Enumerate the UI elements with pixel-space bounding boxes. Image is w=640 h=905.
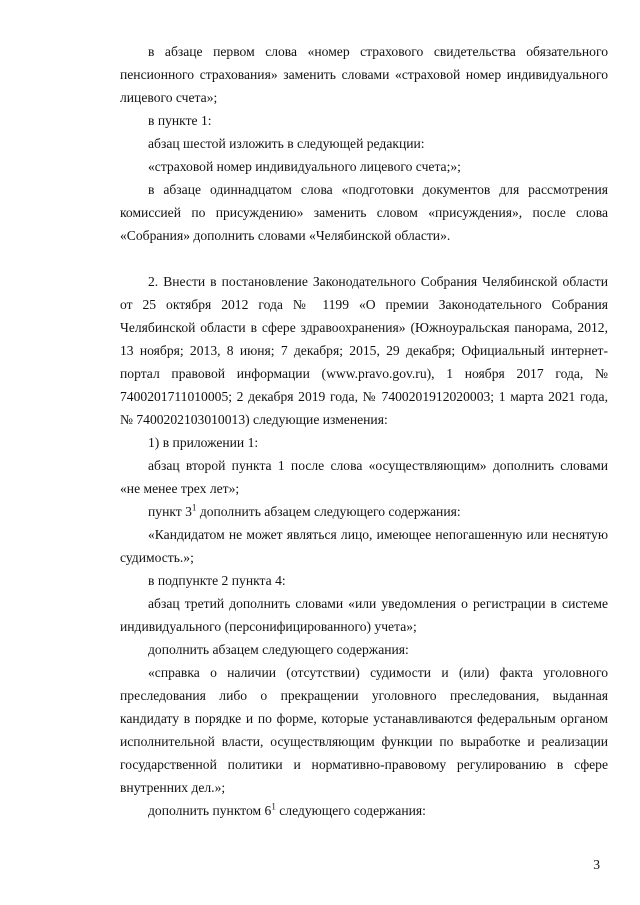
page-number: 3 [593,857,600,872]
paragraph-15-post: следующего содержания: [275,803,426,818]
paragraph-5: в абзаце одиннадцатом слова «подготовки документов для рассмотрения комиссией по присуждению» заменить словом «присуждения», после слова «Собрания» дополнить словами «Челябинской области». [120,182,608,243]
paragraph-7: 1) в приложении 1: [148,435,259,450]
paragraph-15-superscript: 1 [271,801,276,812]
paragraph-6: 2. Внести в постановление Законодательного Собрания Челябинской области от 25 октября 2012 года № 1199 «О премии Законодательного Собрания Челябинской области в сфере здравоохранения» (Южноуральская панорама, 2012, 13 ноября; 2013, 8 июня; 7 декабря; 2015, 29 декабря; Официальный интернет-портал правовой информации (www.pravo.gov.ru), 1 ноября 2017 года, № 7400201711010005; 2 декабря 2019 года, № 7400201912020003; 1 марта 2021 года, № 7400202103010013) следующие изменения: [120,274,608,427]
paragraph-13: дополнить абзацем следующего содержания: [148,642,409,657]
paragraph-3: абзац шестой изложить в следующей редакции: [148,136,425,151]
paragraph-12: абзац третий дополнить словами «или уведомления о регистрации в системе индивидуального (персонифицированного) учета»; [120,596,608,634]
document-body [120,40,608,822]
paragraph-14: «справка о наличии (отсутствии) судимости и (или) факта уголовного преследования либо о прекращении уголовного преследования, выданная кандидату в порядке и по форме, которые устанавливаются федеральным органом исполнительной власти, осуществляющим функции по выработке и реализации государственной политики и нормативно-правовому регулированию в сфере внутренних дел.»; [120,665,608,795]
paragraph-9-superscript: 1 [191,502,197,513]
paragraph-8: абзац второй пункта 1 после слова «осуществляющим» дополнить словами «не менее трех лет»; [120,458,608,496]
paragraph-4: «страховой номер индивидуального лицевого счета;»; [148,159,461,174]
paragraph-9-pre: пункт 3 [148,504,192,519]
paragraph-11: в подпункте 2 пункта 4: [148,573,286,588]
paragraph-1: в абзаце первом слова «номер страхового свидетельства обязательного пенсионного страхования» заменить словами «страховой номер индивидуального лицевого счета»; [120,44,608,105]
paragraph-15 [120,799,608,822]
paragraph-9 [120,500,608,523]
paragraph-15-pre: дополнить пунктом 6 [148,803,272,818]
paragraph-9-post: дополнить абзацем следующего содержания: [196,504,461,519]
paragraph-10: «Кандидатом не может являться лицо, имеющее непогашенную или неснятую судимость.»; [120,527,608,565]
paragraph-2: в пункте 1: [148,113,212,128]
